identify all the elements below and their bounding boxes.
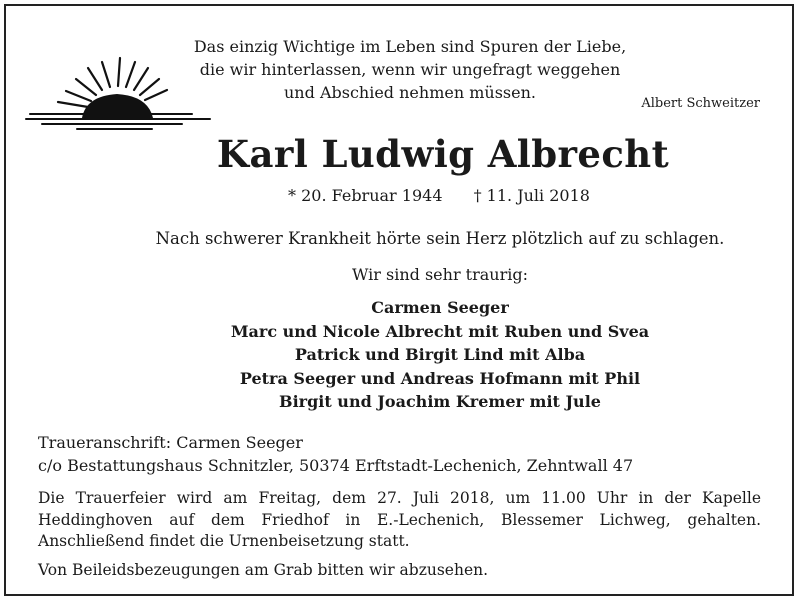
mourner: Patrick und Birgit Lind mit Alba: [294, 345, 586, 364]
quote: [190, 35, 630, 104]
mourning-heading: Wir sind sehr traurig:: [351, 265, 528, 284]
death-date: † 11. Juli 2018: [473, 186, 590, 205]
life-dates: [288, 186, 590, 205]
address-line: Traueranschrift: Carmen Seeger: [38, 433, 303, 452]
intro-text: Nach schwerer Krankheit hörte sein Herz plötzlich auf zu schlagen.: [155, 229, 725, 248]
mourner: Birgit und Joachim Kremer mit Jule: [279, 392, 601, 411]
quote-line: die wir hinterlassen, wenn wir ungefragt weggehen: [199, 60, 621, 79]
service-line: Anschließend findet die Urnenbeisetzung statt.: [38, 532, 410, 550]
mourner: Petra Seeger und Andreas Hofmann mit Phil: [239, 368, 641, 388]
address-line: c/o Bestattungshaus Schnitzler, 50374 Erftstadt-Lechenich, Zehntwall 47: [38, 456, 634, 475]
mourning-address: [38, 431, 633, 477]
setting-sun-icon: [22, 52, 212, 138]
mourners-list: [0, 296, 800, 414]
service-line: Die Trauerfeier wird am Freitag, dem 27. Juli 2018, um 11.00 Uhr in der Kapelle: [38, 489, 761, 507]
quote-line: Das einzig Wichtige im Leben sind Spuren der Liebe,: [193, 37, 627, 56]
quote-line: und Abschied nehmen müssen.: [284, 83, 536, 102]
mourner: Marc und Nicole Albrecht mit Ruben und Svea: [230, 321, 650, 341]
quote-author: Albert Schweitzer: [641, 96, 760, 111]
birth-date: * 20. Februar 1944: [288, 186, 443, 205]
service-line: Heddinghoven auf dem Friedhof in E.-Lechenich, Blessemer Lichweg, gehalten.: [38, 510, 761, 529]
condolence-note: Von Beileidsbezeugungen am Grab bitten wir abzusehen.: [38, 561, 489, 579]
deceased-name: Karl Ludwig Albrecht: [216, 132, 670, 176]
mourner: Carmen Seeger: [371, 298, 509, 317]
funeral-service-info: [38, 488, 761, 553]
